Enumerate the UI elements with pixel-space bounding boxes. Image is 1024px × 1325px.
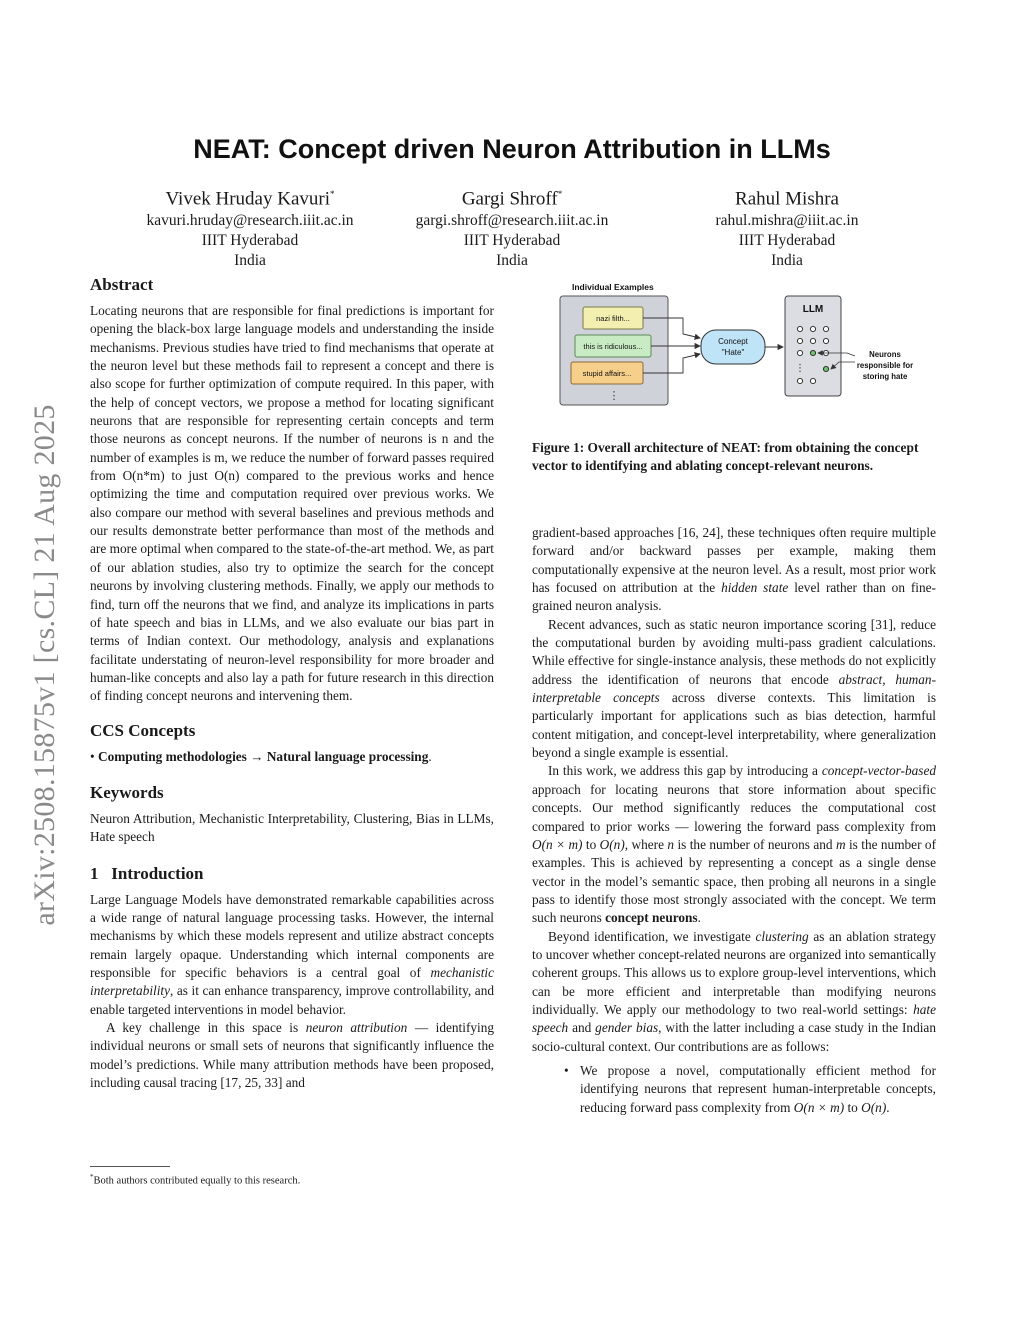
ccs-line [90, 748, 494, 766]
intro-body [90, 891, 494, 1093]
author-affiliation: IIIT Hyderabad [463, 232, 561, 250]
author-mark: * [557, 189, 563, 199]
ccs-right: Natural language processing [266, 748, 429, 764]
author-email: gargi.shroff@research.iiit.ac.in [415, 212, 609, 230]
intro-heading [90, 863, 494, 885]
example-text: stupid affairs... [582, 369, 632, 378]
ccs-end: . [428, 748, 432, 764]
intro-paragraph-2: A key challenge in this space is neuron attribution — identifying individual neurons or small sets of neurons that significantly influence the model’s predictions. While many attribution methods have been proposed, including causal tracing [17, 25, 33] and [90, 1020, 495, 1091]
footnote-text: Both authors contributed equally to this research. [93, 1175, 301, 1187]
annotation-line-2: responsible for [856, 361, 914, 370]
arxiv-stamp [30, 370, 60, 960]
footnote [90, 1173, 300, 1187]
figure-caption: Figure 1: Overall architecture of NEAT: from obtaining the concept vector to identifying and ablating concept-relevant neurons. [532, 440, 919, 474]
author-affiliation: IIIT Hyderabad [738, 232, 836, 250]
author-country: India [234, 252, 266, 270]
bullet-mark: • [564, 1062, 569, 1078]
author-name: Gargi Shroff [461, 188, 558, 210]
author-mark: * [330, 189, 335, 199]
abstract-heading: Abstract [90, 275, 154, 294]
author-block-3 [642, 182, 932, 271]
section-title: Introduction [111, 863, 204, 883]
right-paragraph-2: Recent advances, such as static neuron importance scoring [31], reduce the computational burden by avoiding multi-pass gradient calculations. While effective for single-instance analysis, these methods do not explicitly address the identification of neurons that encode abstract, human-interpretable concepts across diverse contexts. This limitation is particularly important for applications such as bias detection, harmful content mitigation, and concept-level interpretability, where generalization beyond a single example is essential. [532, 616, 936, 761]
author-name: Vivek Hruday Kavuri [165, 188, 331, 210]
author-affiliation: IIIT Hyderabad [201, 232, 299, 250]
figure-diagram [555, 278, 925, 413]
concept-node [701, 330, 765, 364]
right-paragraph-4: Beyond identification, we investigate clustering as an ablation strategy to uncover whether concept-related neurons are organized into semantically coherent groups. This allows us to explore group-level interventions, which can be more efficient and interpretable than modifying neurons individually. We apply our methodology to two real-world settings: hate speech and gender bias, with the latter including a case study in the Indian socio-cultural context. Our contributions are as follows: [532, 928, 936, 1054]
concept-label-1: Concept [718, 337, 748, 346]
ccs-bullet: • [90, 748, 95, 764]
right-paragraph-3: In this work, we address this gap by introducing a concept-vector-based approach for locating neurons that store information about specific concepts. Our method significantly reduces the computational cost compared to prior works — lowering the forward pass complexity from O(n × m) to O(n), where n is the number of neurons and m is the number of examples. This is achieved by representing a concept as a single dense vector in the model’s semantic space, then probing all neurons in a single pass to identify those most strongly associated with the concept. We term such neurons concept neurons. [532, 763, 936, 926]
footnote-mark: * [90, 1173, 94, 1181]
author-email: rahul.mishra@iiit.ac.in [715, 212, 859, 230]
example-text: nazi filth... [596, 314, 630, 323]
author-block-2 [367, 182, 657, 271]
author-block-1 [105, 182, 395, 271]
ccs-arrow: → [250, 748, 264, 764]
contribution-bullet: • We propose a novel, computationally efficient method for identifying neurons that represent human-interpretable concepts, reducing forward pass complexity from O(n × m) to O(n). [564, 1062, 936, 1115]
author-email: kavuri.hruday@research.iiit.ac.in [146, 212, 354, 230]
footnote-rule [90, 1166, 170, 1167]
author-name: Rahul Mishra [735, 188, 839, 210]
keywords-heading: Keywords [90, 782, 164, 802]
author-country: India [771, 252, 803, 270]
panel-title: Individual Examples [572, 282, 654, 292]
abstract-text: Locating neurons that are responsible for final predictions is important for opening the black-box large language models and understanding the inside mechanisms. Previous studies have tried to find mechanisms that operate at the neuron level but these methods fail to represent a concept and there is also scope for further optimization of compute required. In this paper, with the help of concept vectors, we propose a method for locating significant neurons that are responsible for representing certain concepts and term those neurons as concept neurons. If the number of neurons is n and the number of examples is m, we reduce the number of forward passes required from O(n*m) to just O(n) compared to the previous works and hence optimizing the time and computation required over previous works. We also compare our method with several baselines and previous methods and our results demonstrate better performance than most of the methods and are more optimal when compared to the state-of-the-art method. We, as part of our ablation studies, also try to optimize the search for the concept neurons by involving clustering methods. Finally, we apply our methods to find, turn off the neurons that we find, and analyze its implications in parts of hate speech and bias in LLMs, and we also evaluate our bias part in terms of Indian context. Our methodology, analysis and explanations facilitate understating of neuron-level responsibility for more broader and human-like concepts and also lay a path for future research in this direction of finding concept neurons and intervening them. [90, 303, 494, 704]
ccs-left: Computing methodologies [97, 748, 247, 764]
right-paragraph-1: gradient-based approaches [16, 24], these techniques often require multiple forward and/or backward passes per example, making them computationally expensive at the neuron level. As a result, most prior work has focused on attribution at the hidden state level rather than on fine-grained neuron analysis. [532, 525, 936, 614]
right-column [532, 524, 936, 1117]
llm-label: LLM [802, 304, 824, 315]
keywords-text: Neuron Attribution, Mechanistic Interpretability, Clustering, Bias in LLMs, Hate speech [90, 810, 494, 845]
intro-paragraph-1: Large Language Models have demonstrated remarkable capabilities across a wide range of natural language processing tasks. However, the internal mechanisms by which these models represent and utilize abstract concepts remain largely opaque. Understanding which internal components are responsible for specific behaviors is a central goal of mechanistic interpretability, as it can enhance transparency, improve controllability, and enable targeted interventions in model behavior. [90, 891, 494, 1017]
arxiv-id: arXiv:2508.15875v1 [cs.CL] 21 Aug 2025 [28, 404, 61, 926]
author-country: India [496, 252, 528, 270]
concept-label-2: "Hate" [721, 348, 745, 357]
annotation-line-1: Neurons [869, 350, 901, 359]
annotation-line-3: storing hate [862, 372, 908, 381]
paper-title: NEAT: Concept driven Neuron Attribution in LLMs [193, 134, 831, 164]
left-column [90, 274, 494, 1092]
examples-ellipsis: ⋮ [608, 390, 620, 402]
ccs-heading: CCS Concepts [90, 720, 196, 740]
section-number: 1 [90, 863, 99, 883]
neuron-ellipsis: ⋮ [795, 363, 805, 374]
example-text: this is ridiculous... [583, 342, 643, 351]
